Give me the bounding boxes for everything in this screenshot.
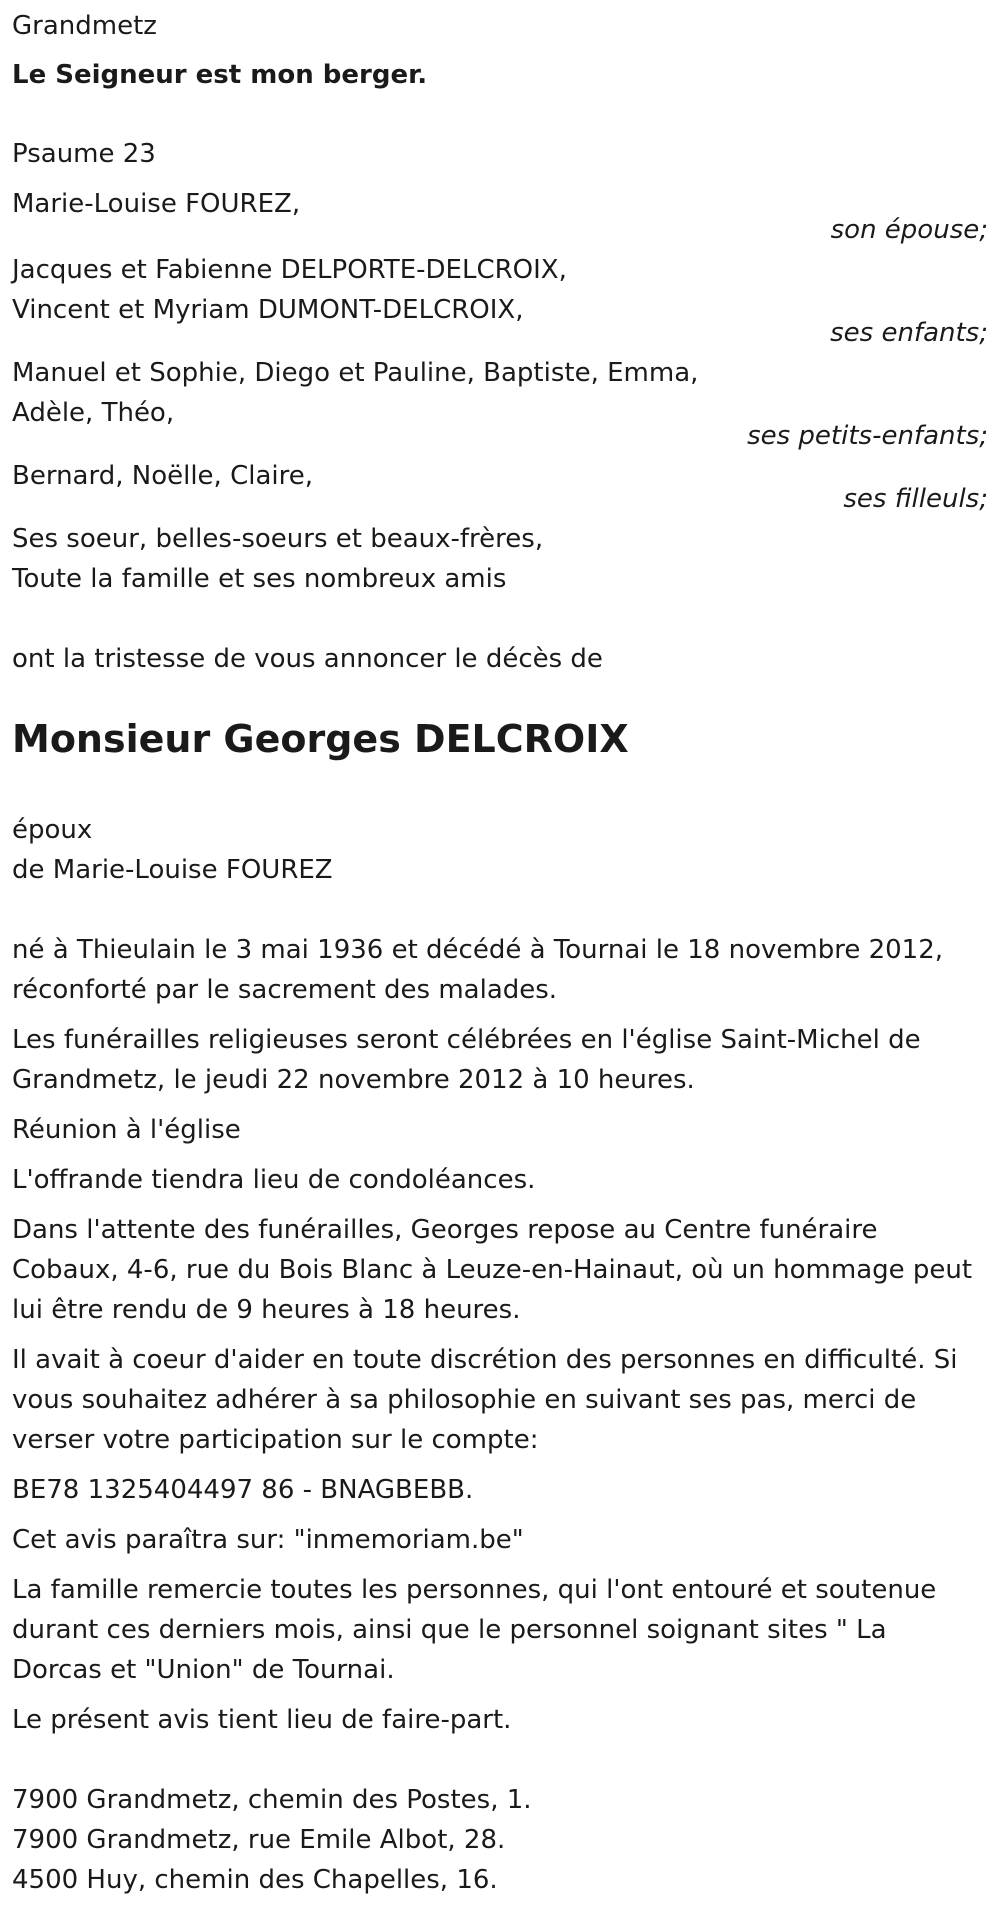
spouse-line: de Marie-Louise FOUREZ (12, 855, 333, 885)
paragraph-line: verser votre participation sur le compte: (12, 1425, 539, 1455)
paragraph-line: né à Thieulain le 3 mai 1936 et décédé à Tournai le 18 novembre 2012, (12, 935, 944, 965)
family-role: ses enfants; (830, 318, 988, 348)
spouse-line: époux (12, 815, 93, 845)
family-role: ses filleuls; (843, 484, 988, 514)
family-line: Jacques et Fabienne DELPORTE-DELCROIX, (12, 255, 567, 285)
paragraph-line: L'offrande tiendra lieu de condoléances. (12, 1165, 536, 1195)
family-line: Bernard, Noëlle, Claire, (12, 461, 313, 491)
paragraph-line: Cobaux, 4-6, rue du Bois Blanc à Leuze-en-Hainaut, où un hommage peut (12, 1255, 973, 1285)
paragraph-line: Le présent avis tient lieu de faire-part. (12, 1705, 512, 1735)
family-line: Vincent et Myriam DUMONT-DELCROIX, (12, 295, 524, 325)
paragraph-line: Dorcas et "Union" de Tournai. (12, 1655, 395, 1685)
family-line: Toute la famille et ses nombreux amis (12, 564, 507, 594)
paragraph-line: Grandmetz, le jeudi 22 novembre 2012 à 10 heures. (12, 1065, 695, 1095)
bank-account: BE78 1325404497 86 - BNAGBEBB. (12, 1475, 474, 1505)
paragraph-line: Réunion à l'église (12, 1115, 241, 1145)
family-role: son épouse; (830, 215, 988, 245)
family-line: Adèle, Théo, (12, 398, 175, 428)
paragraph-line: Cet avis paraîtra sur: "inmemoriam.be" (12, 1525, 524, 1555)
place-name: Grandmetz (12, 11, 157, 41)
paragraph-line: La famille remercie toutes les personnes, qui l'ont entouré et soutenue (12, 1575, 937, 1605)
paragraph-line: Il avait à coeur d'aider en toute discrétion des personnes en difficulté. Si (12, 1345, 958, 1375)
family-line: Manuel et Sophie, Diego et Pauline, Baptiste, Emma, (12, 358, 699, 388)
address-line: 4500 Huy, chemin des Chapelles, 16. (12, 1865, 498, 1895)
deceased-name: Monsieur Georges DELCROIX (12, 717, 629, 761)
verse-reference: Psaume 23 (12, 139, 156, 169)
announcement: ont la tristesse de vous annoncer le décès de (12, 644, 603, 674)
bible-verse: Le Seigneur est mon berger. (12, 60, 428, 90)
paragraph-line: Les funérailles religieuses seront célébrées en l'église Saint-Michel de (12, 1025, 921, 1055)
address-line: 7900 Grandmetz, chemin des Postes, 1. (12, 1785, 532, 1815)
paragraph-line: Dans l'attente des funérailles, Georges repose au Centre funéraire (12, 1215, 878, 1245)
address-line: 7900 Grandmetz, rue Emile Albot, 28. (12, 1825, 506, 1855)
family-line: Ses soeur, belles-soeurs et beaux-frères, (12, 524, 544, 554)
family-line: Marie-Louise FOUREZ, (12, 189, 301, 219)
paragraph-line: réconforté par le sacrement des malades. (12, 975, 558, 1005)
paragraph-line: lui être rendu de 9 heures à 18 heures. (12, 1295, 521, 1325)
paragraph-line: vous souhaitez adhérer à sa philosophie en suivant ses pas, merci de (12, 1385, 917, 1415)
family-role: ses petits-enfants; (747, 421, 988, 451)
paragraph-line: durant ces derniers mois, ainsi que le personnel soignant sites " La (12, 1615, 887, 1645)
